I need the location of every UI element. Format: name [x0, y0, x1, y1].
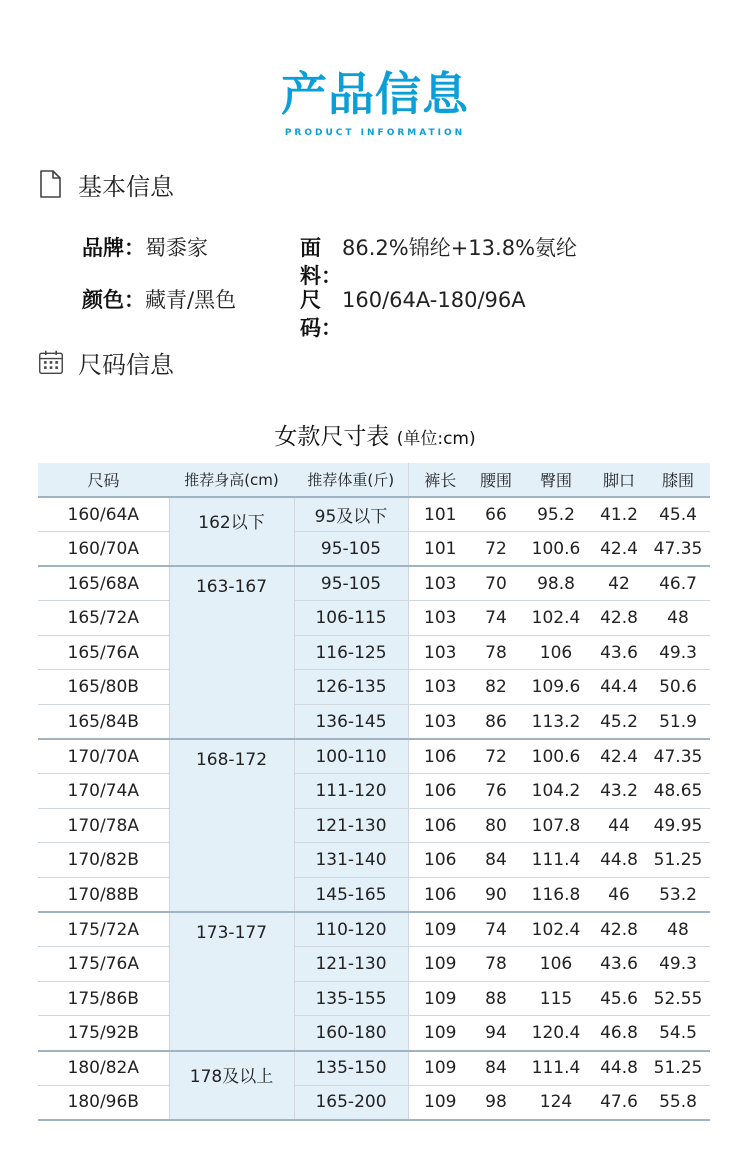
length-cell: 106 [408, 774, 472, 809]
weight-cell: 95-105 [294, 532, 408, 567]
table-row [38, 1051, 710, 1086]
length-cell: 109 [408, 981, 472, 1016]
hem-cell: 47.6 [592, 1085, 646, 1120]
table-row [38, 739, 710, 774]
weight-cell: 95及以下 [294, 497, 408, 532]
size-cell: 165/80B [38, 670, 169, 705]
waist-cell: 94 [472, 1016, 520, 1051]
length-cell: 103 [408, 601, 472, 636]
size-cell: 170/82B [38, 843, 169, 878]
size-cell: 160/64A [38, 497, 169, 532]
info-key: 尺码： [300, 288, 342, 340]
length-cell: 106 [408, 739, 472, 774]
hip-cell: 111.4 [520, 1051, 592, 1086]
info-value: 86.2%锦纶+13.8%氨纶 [342, 236, 578, 260]
hip-cell: 98.8 [520, 566, 592, 601]
length-cell: 109 [408, 1051, 472, 1086]
column-header: 膝围 [646, 463, 710, 497]
weight-cell: 136-145 [294, 705, 408, 740]
waist-cell: 84 [472, 1051, 520, 1086]
info-brand [82, 234, 300, 290]
hem-cell: 42 [592, 566, 646, 601]
column-header: 裤长 [408, 463, 472, 497]
knee-cell: 47.35 [646, 532, 710, 567]
height-cell: 178及以上 [169, 1051, 294, 1120]
hem-cell: 45.2 [592, 705, 646, 740]
hem-cell: 46.8 [592, 1016, 646, 1051]
basic-info-label: 基本信息 [78, 172, 174, 201]
waist-cell: 74 [472, 912, 520, 947]
weight-cell: 111-120 [294, 774, 408, 809]
page-title: 产品信息 [281, 67, 469, 121]
knee-cell: 46.7 [646, 566, 710, 601]
waist-cell: 84 [472, 843, 520, 878]
info-key: 品牌： [82, 236, 145, 260]
hip-cell: 100.6 [520, 739, 592, 774]
height-cell: 173-177 [169, 912, 294, 1050]
length-cell: 103 [408, 566, 472, 601]
length-cell: 109 [408, 1016, 472, 1051]
info-size [300, 286, 526, 342]
size-info-heading [38, 346, 174, 378]
size-cell: 175/92B [38, 1016, 169, 1051]
info-color [82, 286, 300, 342]
hip-cell: 120.4 [520, 1016, 592, 1051]
info-row [82, 234, 578, 290]
knee-cell: 51.9 [646, 705, 710, 740]
size-cell: 180/96B [38, 1085, 169, 1120]
hip-cell: 113.2 [520, 705, 592, 740]
length-cell: 106 [408, 878, 472, 913]
waist-cell: 78 [472, 947, 520, 982]
waist-cell: 90 [472, 878, 520, 913]
length-cell: 106 [408, 808, 472, 843]
knee-cell: 54.5 [646, 1016, 710, 1051]
hem-cell: 42.4 [592, 739, 646, 774]
table-row [38, 981, 710, 1016]
length-cell: 106 [408, 843, 472, 878]
size-cell: 160/70A [38, 532, 169, 567]
hip-cell: 124 [520, 1085, 592, 1120]
waist-cell: 70 [472, 566, 520, 601]
hem-cell: 42.4 [592, 532, 646, 567]
waist-cell: 72 [472, 532, 520, 567]
hip-cell: 106 [520, 635, 592, 670]
hem-cell: 43.6 [592, 635, 646, 670]
hip-cell: 109.6 [520, 670, 592, 705]
hem-cell: 44 [592, 808, 646, 843]
column-header: 臀围 [520, 463, 592, 497]
length-cell: 109 [408, 947, 472, 982]
weight-cell: 135-150 [294, 1051, 408, 1086]
table-row [38, 566, 710, 601]
table-body [38, 497, 710, 1120]
hem-cell: 44.4 [592, 670, 646, 705]
weight-cell: 116-125 [294, 635, 408, 670]
length-cell: 101 [408, 532, 472, 567]
column-header: 推荐体重(斤) [294, 463, 408, 497]
table-row [38, 705, 710, 740]
hip-cell: 102.4 [520, 912, 592, 947]
table-row [38, 878, 710, 913]
info-key: 颜色： [82, 288, 145, 312]
waist-cell: 66 [472, 497, 520, 532]
hip-cell: 102.4 [520, 601, 592, 636]
knee-cell: 49.95 [646, 808, 710, 843]
knee-cell: 51.25 [646, 1051, 710, 1086]
weight-cell: 145-165 [294, 878, 408, 913]
column-header: 脚口 [592, 463, 646, 497]
table-unit: (单位:cm) [396, 429, 476, 449]
weight-cell: 121-130 [294, 947, 408, 982]
info-fabric [300, 234, 578, 290]
hem-cell: 45.6 [592, 981, 646, 1016]
weight-cell: 95-105 [294, 566, 408, 601]
table-row [38, 1085, 710, 1120]
size-cell: 180/82A [38, 1051, 169, 1086]
page-header [0, 62, 750, 138]
hem-cell: 42.8 [592, 601, 646, 636]
column-header: 推荐身高(cm) [169, 463, 294, 497]
table-row [38, 774, 710, 809]
hem-cell: 41.2 [592, 497, 646, 532]
column-header: 尺码 [38, 463, 169, 497]
table-row [38, 601, 710, 636]
size-cell: 170/74A [38, 774, 169, 809]
basic-info-heading [38, 168, 174, 200]
knee-cell: 49.3 [646, 635, 710, 670]
hip-cell: 107.8 [520, 808, 592, 843]
knee-cell: 51.25 [646, 843, 710, 878]
height-cell: 162以下 [169, 497, 294, 566]
info-row [82, 286, 526, 342]
table-title [0, 420, 750, 456]
length-cell: 103 [408, 635, 472, 670]
table-row [38, 1016, 710, 1051]
hem-cell: 43.2 [592, 774, 646, 809]
size-cell: 165/68A [38, 566, 169, 601]
hip-cell: 106 [520, 947, 592, 982]
page-subtitle: PRODUCT INFORMATION [284, 128, 466, 138]
height-cell: 163-167 [169, 566, 294, 739]
waist-cell: 74 [472, 601, 520, 636]
length-cell: 109 [408, 1085, 472, 1120]
weight-cell: 106-115 [294, 601, 408, 636]
waist-cell: 78 [472, 635, 520, 670]
table-row [38, 497, 710, 532]
info-value: 蜀黍家 [145, 236, 208, 260]
size-info-label: 尺码信息 [78, 350, 174, 379]
hem-cell: 44.8 [592, 843, 646, 878]
knee-cell: 53.2 [646, 878, 710, 913]
height-cell: 168-172 [169, 739, 294, 912]
calendar-icon [38, 347, 64, 377]
knee-cell: 45.4 [646, 497, 710, 532]
hem-cell: 44.8 [592, 1051, 646, 1086]
length-cell: 101 [408, 497, 472, 532]
waist-cell: 72 [472, 739, 520, 774]
knee-cell: 48 [646, 601, 710, 636]
weight-cell: 131-140 [294, 843, 408, 878]
hip-cell: 111.4 [520, 843, 592, 878]
weight-cell: 121-130 [294, 808, 408, 843]
length-cell: 109 [408, 912, 472, 947]
table-row [38, 947, 710, 982]
waist-cell: 80 [472, 808, 520, 843]
table-row [38, 670, 710, 705]
knee-cell: 47.35 [646, 739, 710, 774]
size-cell: 170/88B [38, 878, 169, 913]
hip-cell: 104.2 [520, 774, 592, 809]
size-cell: 165/76A [38, 635, 169, 670]
weight-cell: 126-135 [294, 670, 408, 705]
knee-cell: 48.65 [646, 774, 710, 809]
knee-cell: 52.55 [646, 981, 710, 1016]
info-key: 面料： [300, 236, 342, 288]
size-cell: 165/84B [38, 705, 169, 740]
size-table [38, 463, 710, 1121]
knee-cell: 49.3 [646, 947, 710, 982]
document-icon [38, 169, 64, 199]
length-cell: 103 [408, 670, 472, 705]
knee-cell: 48 [646, 912, 710, 947]
table-row [38, 912, 710, 947]
knee-cell: 50.6 [646, 670, 710, 705]
info-value: 160/64A-180/96A [342, 288, 526, 312]
size-cell: 175/76A [38, 947, 169, 982]
table-row [38, 808, 710, 843]
weight-cell: 135-155 [294, 981, 408, 1016]
waist-cell: 86 [472, 705, 520, 740]
waist-cell: 76 [472, 774, 520, 809]
hem-cell: 46 [592, 878, 646, 913]
column-header: 腰围 [472, 463, 520, 497]
size-cell: 170/78A [38, 808, 169, 843]
weight-cell: 165-200 [294, 1085, 408, 1120]
hip-cell: 115 [520, 981, 592, 1016]
size-cell: 165/72A [38, 601, 169, 636]
length-cell: 103 [408, 705, 472, 740]
hem-cell: 43.6 [592, 947, 646, 982]
hip-cell: 100.6 [520, 532, 592, 567]
knee-cell: 55.8 [646, 1085, 710, 1120]
table-header-row [38, 463, 710, 497]
waist-cell: 98 [472, 1085, 520, 1120]
table-row [38, 635, 710, 670]
size-cell: 175/72A [38, 912, 169, 947]
size-cell: 175/86B [38, 981, 169, 1016]
table-row [38, 843, 710, 878]
weight-cell: 100-110 [294, 739, 408, 774]
table-row [38, 532, 710, 567]
info-value: 藏青/黑色 [145, 288, 237, 312]
table-title-text: 女款尺寸表 [274, 424, 390, 450]
size-cell: 170/70A [38, 739, 169, 774]
weight-cell: 110-120 [294, 912, 408, 947]
waist-cell: 88 [472, 981, 520, 1016]
hip-cell: 95.2 [520, 497, 592, 532]
weight-cell: 160-180 [294, 1016, 408, 1051]
hip-cell: 116.8 [520, 878, 592, 913]
hem-cell: 42.8 [592, 912, 646, 947]
waist-cell: 82 [472, 670, 520, 705]
